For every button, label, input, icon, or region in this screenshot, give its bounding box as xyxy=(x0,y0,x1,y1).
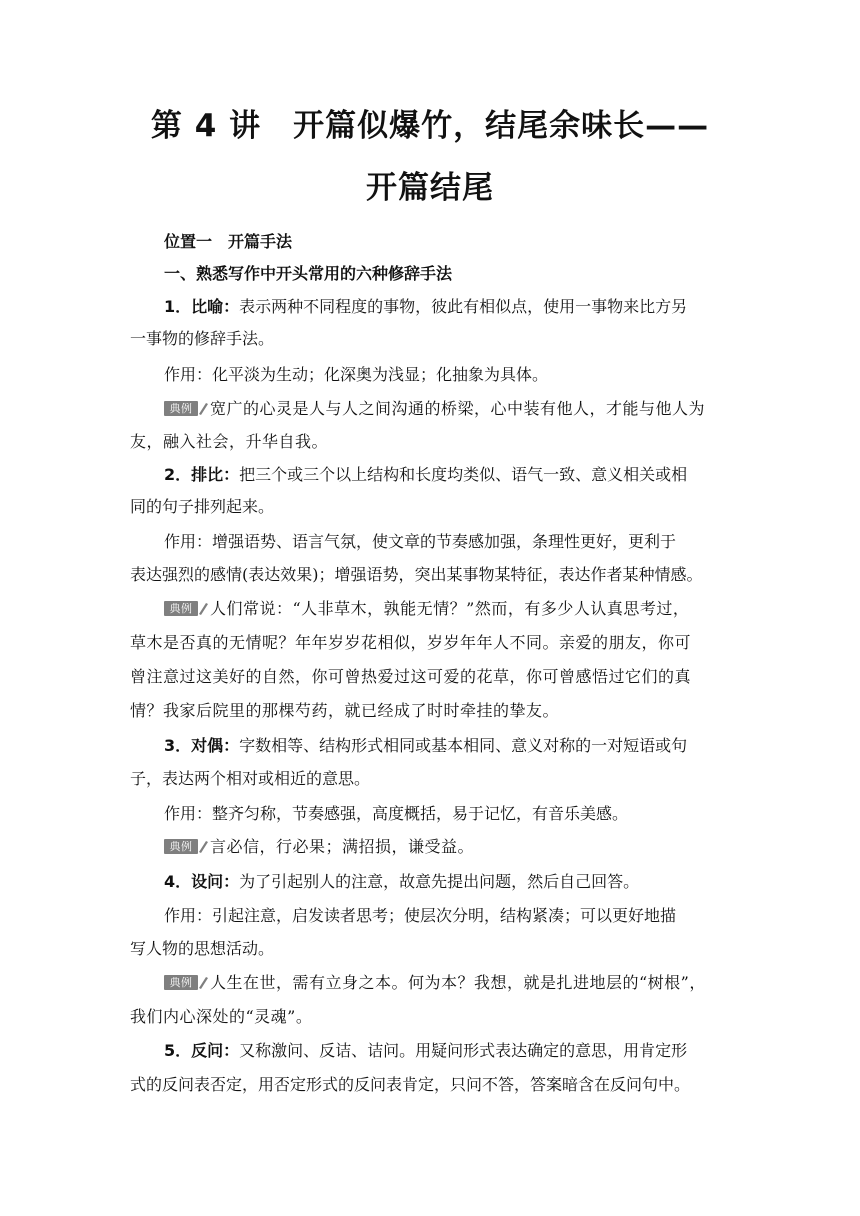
example-continuation: 草木是否真的无情呢？年年岁岁花相似，岁岁年年人不同。亲爱的朋友，你可 xyxy=(130,633,692,652)
item-number: 2． xyxy=(164,465,192,484)
item-label: 排比： xyxy=(191,465,240,484)
example-text: 言必信，行必果；满招损，谦受益。 xyxy=(210,837,475,856)
example-continuation: 曾注意过这美好的自然，你可曾热爱过这可爱的花草，你可曾感悟过它们的真 xyxy=(130,667,692,686)
definition-text: 把三个或三个以上结构和长度均类似、语气一致、意义相关或相 xyxy=(239,465,688,484)
item-label: 设问： xyxy=(191,872,240,891)
item-hypophora-effect: 作用：引起注意，启发读者思考；使层次分明，结构紧凑；可以更好地描 xyxy=(164,906,677,925)
definition-text: 字数相等、结构形式相同或基本相同、意义对称的一对短语或句 xyxy=(239,736,688,755)
item-number: 3． xyxy=(164,736,192,755)
example-continuation: 友，融入社会，升华自我。 xyxy=(130,432,329,451)
section-heading: 位置一 开篇手法 xyxy=(164,232,293,251)
lesson-title: 第 4 讲 开篇似爆竹，结尾余味长—— xyxy=(150,108,710,144)
item-number: 1． xyxy=(164,297,192,316)
example-text: 人们常说：“人非草木，孰能无情？”然而，有多少人认真思考过， xyxy=(210,599,690,618)
definition-continuation: 子，表达两个相对或相近的意思。 xyxy=(130,769,371,788)
definition-text: 又称激问、反诘、诘问。用疑问形式表达确定的意思，用肯定形 xyxy=(239,1041,688,1060)
example-text: 人生在世，需有立身之本。何为本？我想，就是扎进地层的“树根”， xyxy=(210,973,706,992)
item-label: 比喻： xyxy=(191,297,240,316)
definition-text: 为了引起别人的注意，故意先提出问题，然后自己回答。 xyxy=(239,872,640,891)
item-parallelism-effect: 作用：增强语势、语言气氛，使文章的节奏感加强，条理性更好，更利于 xyxy=(164,532,677,551)
example-badge-icon: 典例 xyxy=(164,974,208,991)
example-badge-icon: 典例 xyxy=(164,838,208,855)
definition-continuation: 一事物的修辞手法。 xyxy=(130,329,275,348)
item-label: 反问： xyxy=(191,1041,240,1060)
effect-continuation: 写人物的思想活动。 xyxy=(130,939,275,958)
definition-text: 表示两种不同程度的事物，彼此有相似点，使用一事物来比方另 xyxy=(239,297,688,316)
item-antithesis-effect: 作用：整齐匀称，节奏感强，高度概括，易于记忆，有音乐美感。 xyxy=(164,804,629,823)
item-antithesis-definition xyxy=(130,735,730,757)
example-badge-icon: 典例 xyxy=(164,400,208,417)
item-parallelism-example xyxy=(130,598,730,620)
item-hypophora-definition xyxy=(130,871,730,893)
item-number: 4． xyxy=(164,872,192,891)
definition-continuation: 同的句子排列起来。 xyxy=(130,497,275,516)
item-number: 5． xyxy=(164,1041,192,1060)
item-parallelism-definition xyxy=(130,464,730,486)
example-badge-icon: 典例 xyxy=(164,600,208,617)
subsection-heading: 一、熟悉写作中开头常用的六种修辞手法 xyxy=(164,264,453,283)
item-hypophora-example xyxy=(130,972,730,994)
item-rhetorical-definition xyxy=(130,1040,730,1062)
effect-continuation: 表达强烈的感情(表达效果)；增强语势，突出某事物某特征，表达作者某种情感。 xyxy=(130,565,703,584)
example-continuation: 我们内心深处的“灵魂”。 xyxy=(130,1007,313,1026)
item-metaphor-effect: 作用：化平淡为生动；化深奥为浅显；化抽象为具体。 xyxy=(164,365,549,384)
definition-continuation: 式的反问表否定，用否定形式的反问表肯定，只问不答，答案暗含在反问句中。 xyxy=(130,1075,691,1094)
item-label: 对偶： xyxy=(191,736,240,755)
example-continuation: 情？我家后院里的那棵芍药，就已经成了时时牵挂的挚友。 xyxy=(130,701,560,720)
example-text: 宽广的心灵是人与人之间沟通的桥梁，心中装有他人，才能与他人为 xyxy=(210,399,706,418)
lesson-subtitle: 开篇结尾 xyxy=(366,170,494,206)
item-metaphor-definition xyxy=(130,296,730,318)
item-metaphor-example xyxy=(130,398,730,420)
item-antithesis-example xyxy=(130,836,730,858)
